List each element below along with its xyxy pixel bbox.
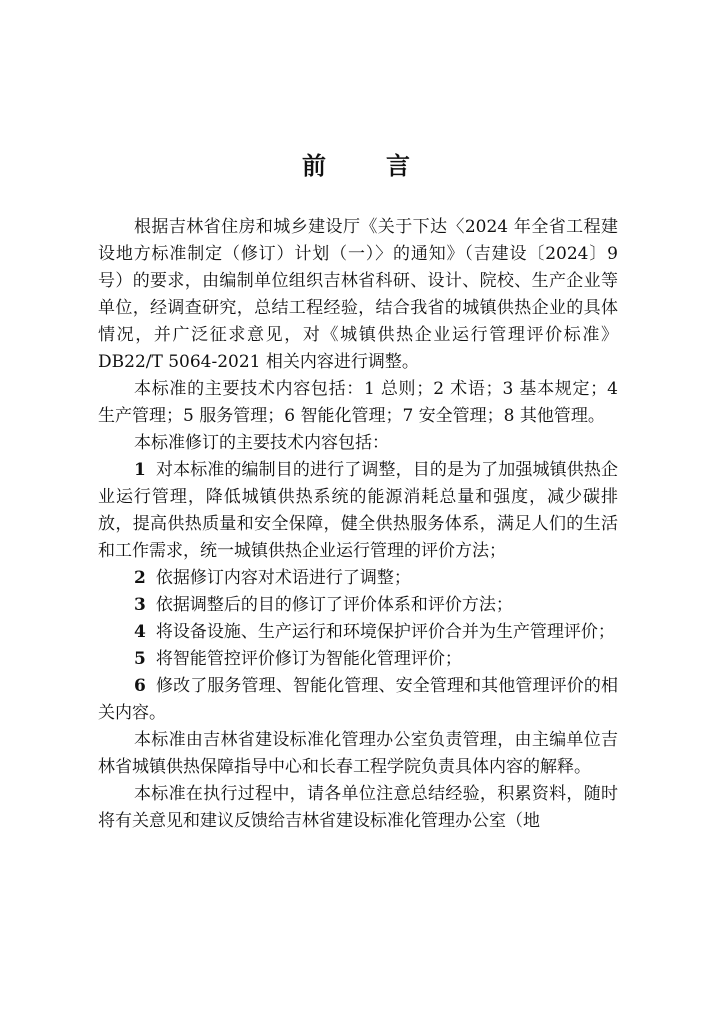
revision-item-text: 修改了服务管理、智能化管理、安全管理和其他管理评价的相关内容。 bbox=[98, 676, 618, 723]
revision-item-text: 依据调整后的目的修订了评价体系和评价方法； bbox=[155, 595, 513, 615]
revision-item-text: 对本标准的编制目的进行了调整，目的是为了加强城镇供热企业运行管理，降低城镇供热系统的能源消耗总量和强度，减少碳排放，提高供热质量和安全保障，健全供热服务体系，满足人们的生活和工作需求，统一城镇供热企业运行管理的评价方法； bbox=[98, 460, 618, 561]
paragraph-revision-intro: 本标准修订的主要技术内容包括： bbox=[134, 433, 389, 453]
revision-item-number: 6 bbox=[134, 676, 146, 696]
revision-item-3 bbox=[98, 592, 618, 619]
paragraph-main-content: 本标准的主要技术内容包括：1 总则；2 术语；3 基本规定；4 生产管理；5 服务管理；6 智能化管理；7 安全管理；8 其他管理。 bbox=[98, 379, 618, 426]
revision-item-number: 2 bbox=[134, 568, 146, 588]
revision-item-5 bbox=[98, 646, 618, 673]
page-title: 前 言 bbox=[302, 152, 428, 180]
revision-item-number: 3 bbox=[134, 595, 146, 615]
revision-item-text: 将智能管控评价修订为智能化管理评价； bbox=[155, 649, 462, 669]
revision-item-text: 将设备设施、生产运行和环境保护评价合并为生产管理评价； bbox=[155, 622, 615, 642]
revision-item-6 bbox=[98, 673, 618, 727]
revision-item-1 bbox=[98, 457, 618, 565]
revision-item-text: 依据修订内容对术语进行了调整； bbox=[155, 568, 411, 588]
document-body bbox=[98, 214, 618, 835]
revision-item-number: 1 bbox=[134, 460, 146, 480]
revision-item-4 bbox=[98, 619, 618, 646]
revision-item-2 bbox=[98, 565, 618, 592]
revision-item-number: 4 bbox=[134, 622, 146, 642]
paragraph-background: 根据吉林省住房和城乡建设厅《关于下达〈2024 年全省工程建设地方标准制定（修订）计划（一）〉的通知》（吉建设〔2024〕9 号）的要求，由编制单位组织吉林省科研、设计、院校、生产企业等单位，经调查研究，总结工程经验，结合我省的城镇供热企业的具体情况，并广泛征求意见，对《城镇供热企业运行管理评价标准》DB22/T 5064-2021 相关内容进行调整。 bbox=[98, 217, 618, 372]
revision-item-number: 5 bbox=[134, 649, 146, 669]
paragraph-feedback: 本标准在执行过程中，请各单位注意总结经验，积累资料，随时将有关意见和建议反馈给吉林省建设标准化管理办公室（地 bbox=[98, 784, 618, 831]
paragraph-management: 本标准由吉林省建设标准化管理办公室负责管理，由主编单位吉林省城镇供热保障指导中心和长春工程学院负责具体内容的解释。 bbox=[98, 730, 618, 777]
